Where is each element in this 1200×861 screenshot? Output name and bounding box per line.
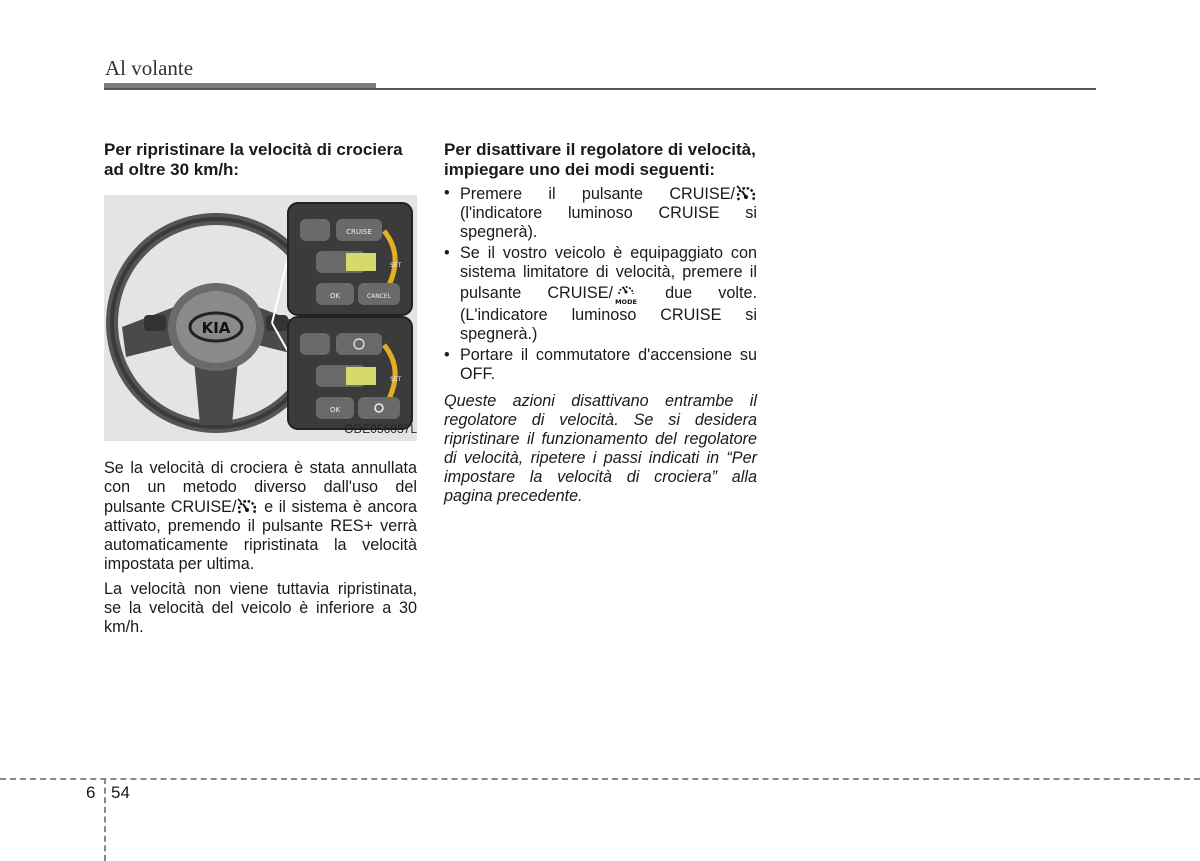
set-label-bottom: SET	[390, 376, 402, 383]
mode-label: MODE	[615, 298, 637, 306]
cancel-label: CANCEL	[366, 293, 392, 300]
left-column	[104, 140, 417, 637]
bullet-icon: •	[444, 184, 450, 202]
left-paragraph-2: La velocità non viene tuttavia ripristinata, se la velocità del veicolo è inferiore a 30 km/h.	[104, 580, 417, 636]
left-paragraph-1: Se la velocità di crociera è stata annullata con un metodo diverso dall'uso del pulsante CRUISE/ e il sistema è ancora attivato, premendo il pulsante RES+ verrà automaticamente ripristinata la velocità impostata per ultima.	[104, 459, 418, 573]
figure-caption: ODE056037L	[344, 422, 417, 436]
ok-label-bottom: OK	[329, 406, 341, 414]
bullet-icon: •	[444, 346, 450, 364]
mode-icon	[613, 282, 639, 306]
svg-text:KIA: KIA	[201, 319, 231, 337]
ok-label-top: OK	[329, 292, 341, 300]
steering-wheel-illustration	[104, 195, 417, 441]
deactivation-list	[444, 184, 757, 384]
list-item: • Se il vostro veicolo è equipaggiato con sistema limitatore di velocità, premere il pulsante CRUISE/ MODE due volte. (L'indicatore luminoso CRUISE si spegnerà.)	[444, 244, 758, 343]
list-item: • Premere il pulsante CRUISE/ (l'indicatore luminoso CRUISE si spegnerà).	[444, 184, 757, 241]
chapter-number: 6	[86, 783, 96, 802]
page-header-title: Al volante	[105, 56, 194, 80]
steering-wheel-drawing	[104, 195, 417, 441]
header-rule-thin	[104, 88, 1096, 90]
right-heading: Per disattivare il regolatore di velocità, impiegare uno dei modi seguenti:	[444, 140, 756, 179]
italic-note: Queste azioni disattivano entrambe il regolatore di velocità. Se si desidera ripristinare il funzionamento del regolatore di velocità, ripetere i passi indicati in “Per impostare la velocità di crociera” alla pagina precedente.	[444, 392, 757, 505]
footer-rule	[0, 778, 1200, 780]
right-column	[444, 140, 757, 506]
bullet-icon: •	[444, 244, 450, 262]
page-number: 54	[111, 783, 130, 802]
footer-vertical-rule	[104, 778, 106, 861]
cruise-button-label: CRUISE	[346, 228, 372, 236]
list-item: • Portare il commutatore d'accensione su OFF.	[444, 346, 757, 383]
set-label-top: SET	[390, 262, 402, 269]
cruise-icon	[735, 184, 757, 204]
left-heading: Per ripristinare la velocità di crociera ad oltre 30 km/h:	[104, 140, 403, 179]
cruise-icon	[236, 497, 258, 517]
